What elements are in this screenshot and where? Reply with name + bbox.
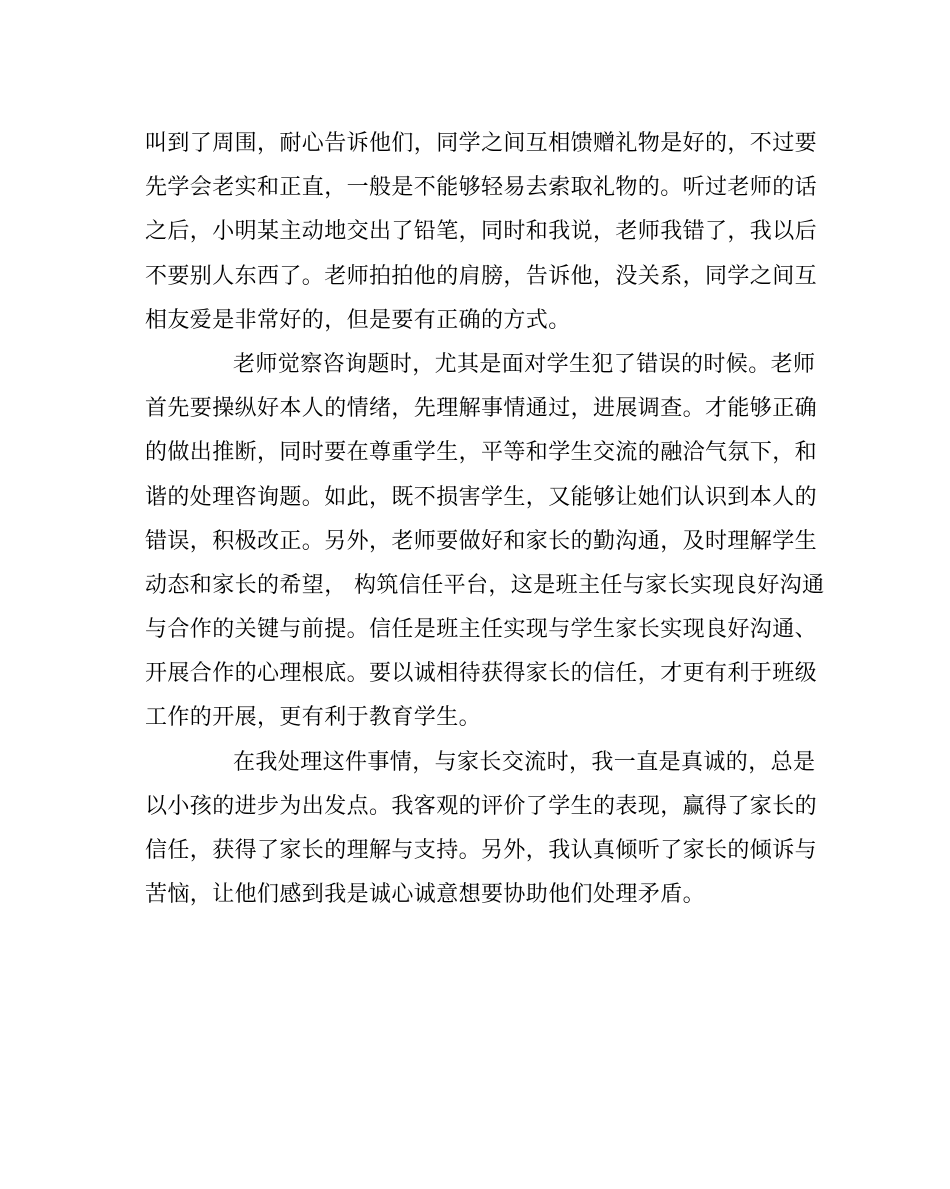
paragraph-3 <box>145 741 818 918</box>
text-line: 与合作的关键与前提。信任是班主任实现与学生家长实现良好沟通、 <box>145 617 818 643</box>
text-line: 叫到了周围，耐心告诉他们，同学之间互相馈赠礼物是好的，不过要 <box>145 131 818 156</box>
paragraph-1 <box>145 122 818 343</box>
text-line: 先学会老实和正直，一般是不能够轻易去索取礼物的。听过老师的话 <box>145 175 818 201</box>
text-line: 不要别人东西了。老师拍拍他的肩膀，告诉他，没关系，同学之间互 <box>145 263 818 289</box>
text-line: 相友爱是非常好的，但是要有正确的方式。 <box>145 307 571 333</box>
text-line: 开展合作的心理根底。要以诚相待获得家长的信任，才更有利于班级 <box>145 661 818 687</box>
text-line: 以小孩的进步为出发点。我客观的评价了学生的表现，赢得了家长的 <box>145 793 818 819</box>
text-line: 之后，小明某主动地交出了铅笔，同时和我说，老师我错了，我以后 <box>145 219 818 245</box>
text-line: 的做出推断，同时要在尊重学生，平等和学生交流的融洽气氛下，和 <box>145 440 818 466</box>
text-line: 首先要操纵好本人的情绪，先理解事情通过，进展调查。才能够正确 <box>145 396 818 422</box>
text-line: 信任，获得了家长的理解与支持。另外，我认真倾听了家长的倾诉与 <box>145 838 818 863</box>
text-line: 错误，积极改正。另外，老师要做好和家长的勤沟通，及时理解学生 <box>145 528 818 554</box>
text-line: 谐的处理咨询题。如此，既不损害学生，又能够让她们认识到本人的 <box>145 484 818 510</box>
document-body <box>145 122 825 917</box>
paragraph-2 <box>145 343 825 741</box>
text-line: 动态和家长的希望， 构筑信任平台，这是班主任与家长实现良好沟通 <box>145 572 825 598</box>
text-line: 苦恼，让他们感到我是诚心诚意想要协助他们处理矛盾。 <box>145 882 706 908</box>
text-line: 老师觉察咨询题时，尤其是面对学生犯了错误的时候。老师 <box>233 351 816 377</box>
text-line: 工作的开展，更有利于教育学生。 <box>145 705 482 731</box>
text-line: 在我处理这件事情，与家长交流时，我一直是真诚的，总是 <box>233 749 816 775</box>
